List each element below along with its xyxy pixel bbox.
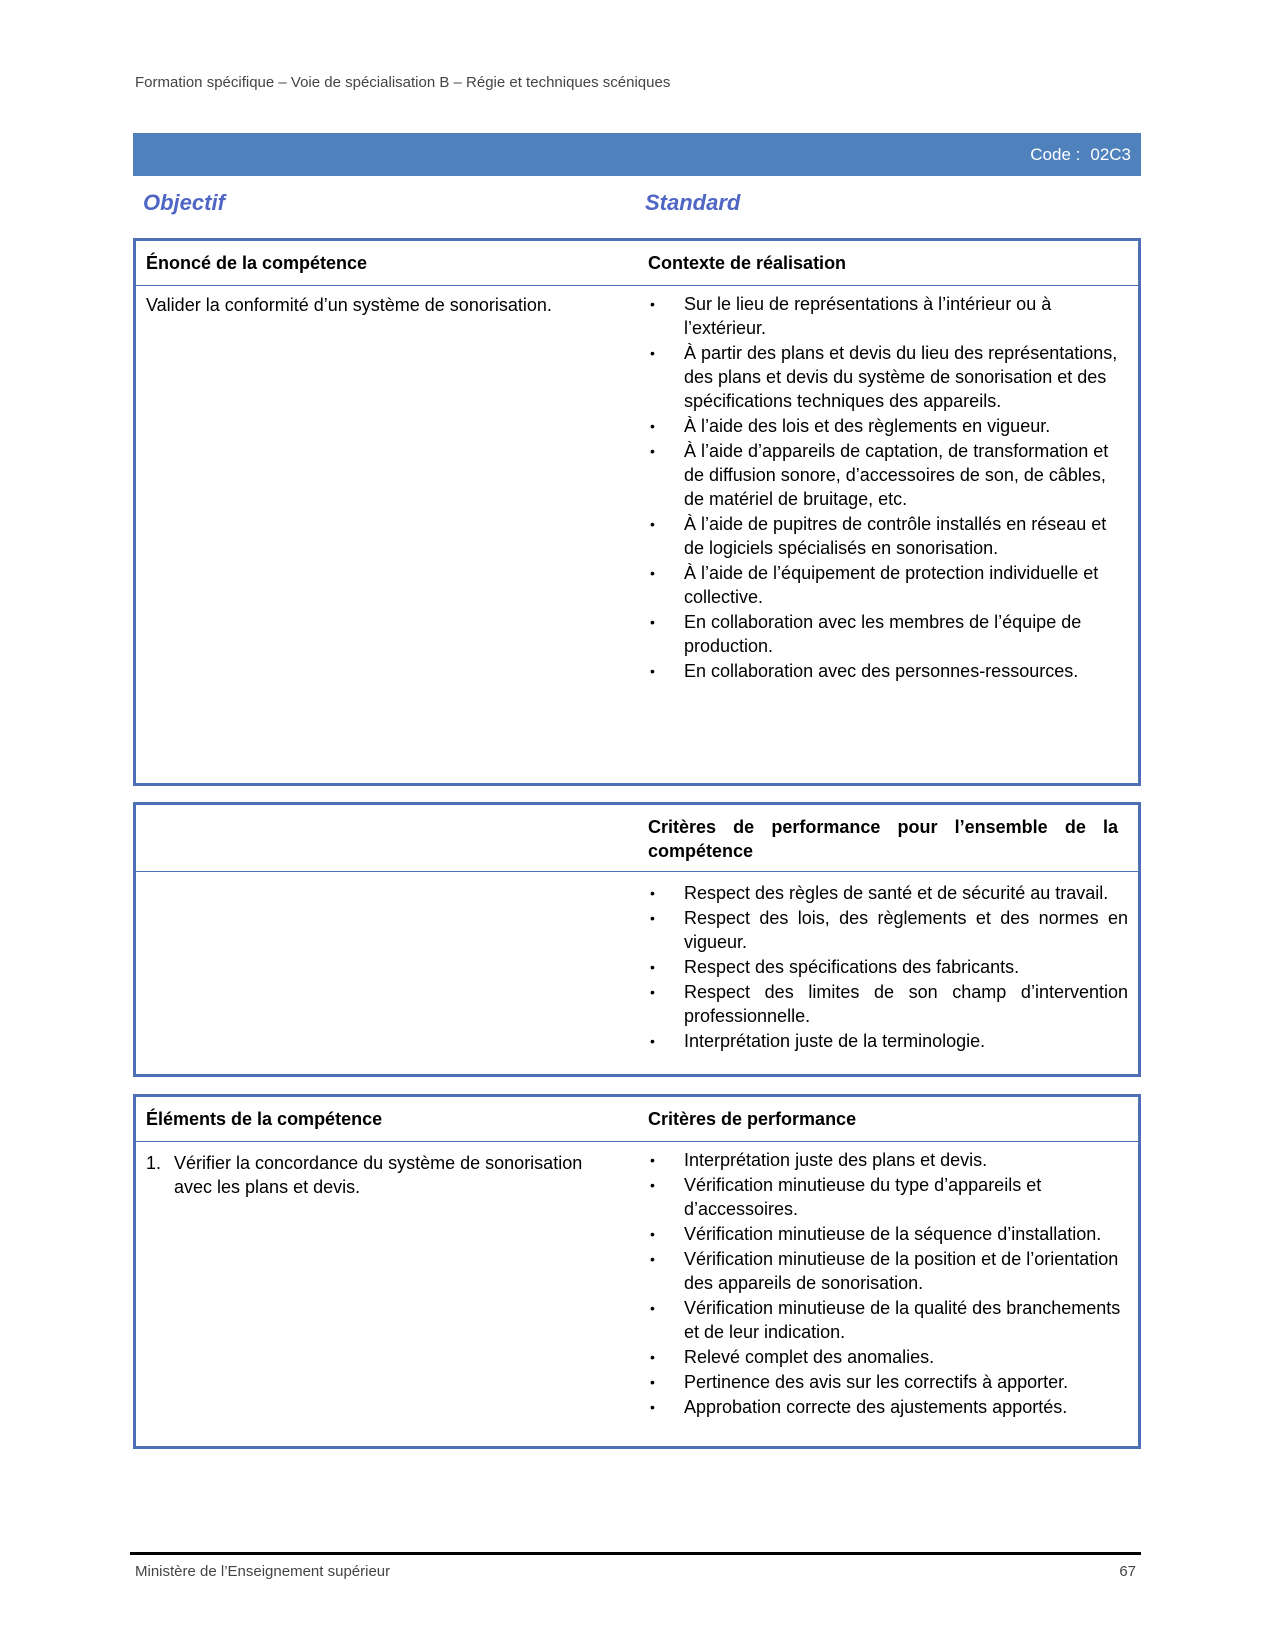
context-heading: Contexte de réalisation <box>648 253 847 273</box>
context-list <box>648 292 1128 683</box>
elements-list-wrap <box>146 1151 616 1199</box>
context-item-text: À l’aide de l’équipement de protection individuelle et collective. <box>684 563 1099 607</box>
context-item <box>648 610 1128 658</box>
bullet-icon: • <box>650 418 655 434</box>
element-text: Vérifier la concordance du système de sonorisation avec les plans et devis. <box>174 1153 583 1197</box>
overall-criterion-text: Interprétation juste de la terminologie. <box>684 1031 986 1051</box>
performance-criterion <box>648 1173 1128 1221</box>
elements-heading: Éléments de la compétence <box>146 1109 383 1129</box>
overall-criteria-heading: Critères de performance pour l’ensemble de la compétence <box>648 817 1118 861</box>
footer-page-number: 67 <box>1119 1563 1136 1580</box>
column-headings <box>133 190 1141 220</box>
context-item-text: À l’aide de pupitres de contrôle installés en réseau et de logiciels spécialisés en sonorisation. <box>684 514 1107 558</box>
program-header: Formation spécifique – Voie de spécialisation B – Régie et techniques scéniques <box>135 74 671 91</box>
context-item <box>648 512 1128 560</box>
bullet-icon: • <box>650 1349 655 1365</box>
section1-head <box>136 241 1138 286</box>
bullet-icon: • <box>650 1152 655 1168</box>
footer-ministry: Ministère de l’Enseignement supérieur <box>135 1563 391 1580</box>
code-bar <box>133 133 1141 176</box>
bullet-icon: • <box>650 663 655 679</box>
bullet-icon: • <box>650 1251 655 1267</box>
performance-criterion-text: Vérification minutieuse de la qualité des branchements et de leur indication. <box>684 1298 1121 1342</box>
elements-box <box>133 1094 1141 1449</box>
performance-criterion-text: Vérification minutieuse de la séquence d’installation. <box>684 1224 1102 1244</box>
bullet-icon: • <box>650 296 655 312</box>
overall-criteria-wrap <box>648 881 1128 1054</box>
performance-criterion-text: Pertinence des avis sur les correctifs à apporter. <box>684 1372 1069 1392</box>
standard-heading: Standard <box>645 190 741 215</box>
context-item-text: En collaboration avec des personnes-ressources. <box>684 661 1079 681</box>
bullet-icon: • <box>650 614 655 630</box>
overall-criterion-text: Respect des spécifications des fabricants. <box>684 957 1020 977</box>
context-item-text: En collaboration avec les membres de l’équipe de production. <box>684 612 1082 656</box>
overall-criterion-text: Respect des lois, des règlements et des normes en vigueur. <box>684 908 1128 952</box>
bullet-icon: • <box>650 345 655 361</box>
performance-criteria-wrap <box>648 1148 1128 1420</box>
performance-criterion <box>648 1148 1128 1172</box>
elements-list <box>146 1151 616 1199</box>
bullet-icon: • <box>650 565 655 581</box>
context-list-wrap <box>648 292 1128 684</box>
bullet-icon: • <box>650 910 655 926</box>
performance-criterion <box>648 1345 1128 1369</box>
overall-criterion <box>648 906 1128 954</box>
performance-criteria-list <box>648 1148 1128 1419</box>
context-item <box>648 439 1128 511</box>
section2-head <box>136 805 1138 872</box>
element-item <box>146 1151 616 1199</box>
bullet-icon: • <box>650 959 655 975</box>
bullet-icon: • <box>650 443 655 459</box>
code-label: Code : <box>1030 144 1081 164</box>
bullet-icon: • <box>650 1300 655 1316</box>
context-item <box>648 414 1128 438</box>
overall-criteria-box <box>133 802 1141 1077</box>
bullet-icon: • <box>650 1033 655 1049</box>
context-item-text: Sur le lieu de représentations à l’intérieur ou à l’extérieur. <box>684 294 1052 338</box>
performance-criterion-text: Relevé complet des anomalies. <box>684 1347 935 1367</box>
context-item <box>648 659 1128 683</box>
performance-criterion-text: Vérification minutieuse du type d’appareils et d’accessoires. <box>684 1175 1042 1219</box>
overall-criteria-list <box>648 881 1128 1053</box>
objectif-heading: Objectif <box>143 190 225 215</box>
competence-statement-box <box>133 238 1141 786</box>
bullet-icon: • <box>650 516 655 532</box>
performance-criterion <box>648 1247 1128 1295</box>
performance-criterion <box>648 1370 1128 1394</box>
context-item-text: À l’aide d’appareils de captation, de transformation et de diffusion sonore, d’accessoires de son, de câbles, de matériel de bruitage, etc. <box>684 441 1109 509</box>
performance-criterion-text: Interprétation juste des plans et devis. <box>684 1150 988 1170</box>
statement-heading: Énoncé de la compétence <box>146 253 368 273</box>
bullet-icon: • <box>650 1399 655 1415</box>
overall-criterion-text: Respect des limites de son champ d’intervention professionnelle. <box>684 982 1128 1026</box>
context-item-text: À l’aide des lois et des règlements en vigueur. <box>684 416 1051 436</box>
bullet-icon: • <box>650 885 655 901</box>
bullet-icon: • <box>650 1226 655 1242</box>
performance-criterion <box>648 1395 1128 1419</box>
performance-criteria-heading: Critères de performance <box>648 1109 857 1129</box>
context-item <box>648 561 1128 609</box>
section3-head <box>136 1097 1138 1142</box>
context-item <box>648 292 1128 340</box>
overall-criterion-text: Respect des règles de santé et de sécurité au travail. <box>684 883 1109 903</box>
code-value: 02C3 <box>1090 144 1131 164</box>
competence-statement: Valider la conformité d’un système de sonorisation. <box>146 295 552 315</box>
footer-rule <box>130 1552 1141 1555</box>
element-number: 1. <box>146 1153 162 1173</box>
performance-criterion <box>648 1296 1128 1344</box>
performance-criterion-text: Vérification minutieuse de la position et de l’orientation des appareils de sonorisation. <box>684 1249 1119 1293</box>
overall-criterion <box>648 1029 1128 1053</box>
bullet-icon: • <box>650 1374 655 1390</box>
performance-criterion-text: Approbation correcte des ajustements apportés. <box>684 1397 1068 1417</box>
overall-criterion <box>648 980 1128 1028</box>
context-item-text: À partir des plans et devis du lieu des représentations, des plans et devis du système de sonorisation et des spécifications techniques des appareils. <box>684 343 1118 411</box>
context-item <box>648 341 1128 413</box>
performance-criterion <box>648 1222 1128 1246</box>
overall-criterion <box>648 881 1128 905</box>
bullet-icon: • <box>650 1177 655 1193</box>
overall-criterion <box>648 955 1128 979</box>
bullet-icon: • <box>650 984 655 1000</box>
